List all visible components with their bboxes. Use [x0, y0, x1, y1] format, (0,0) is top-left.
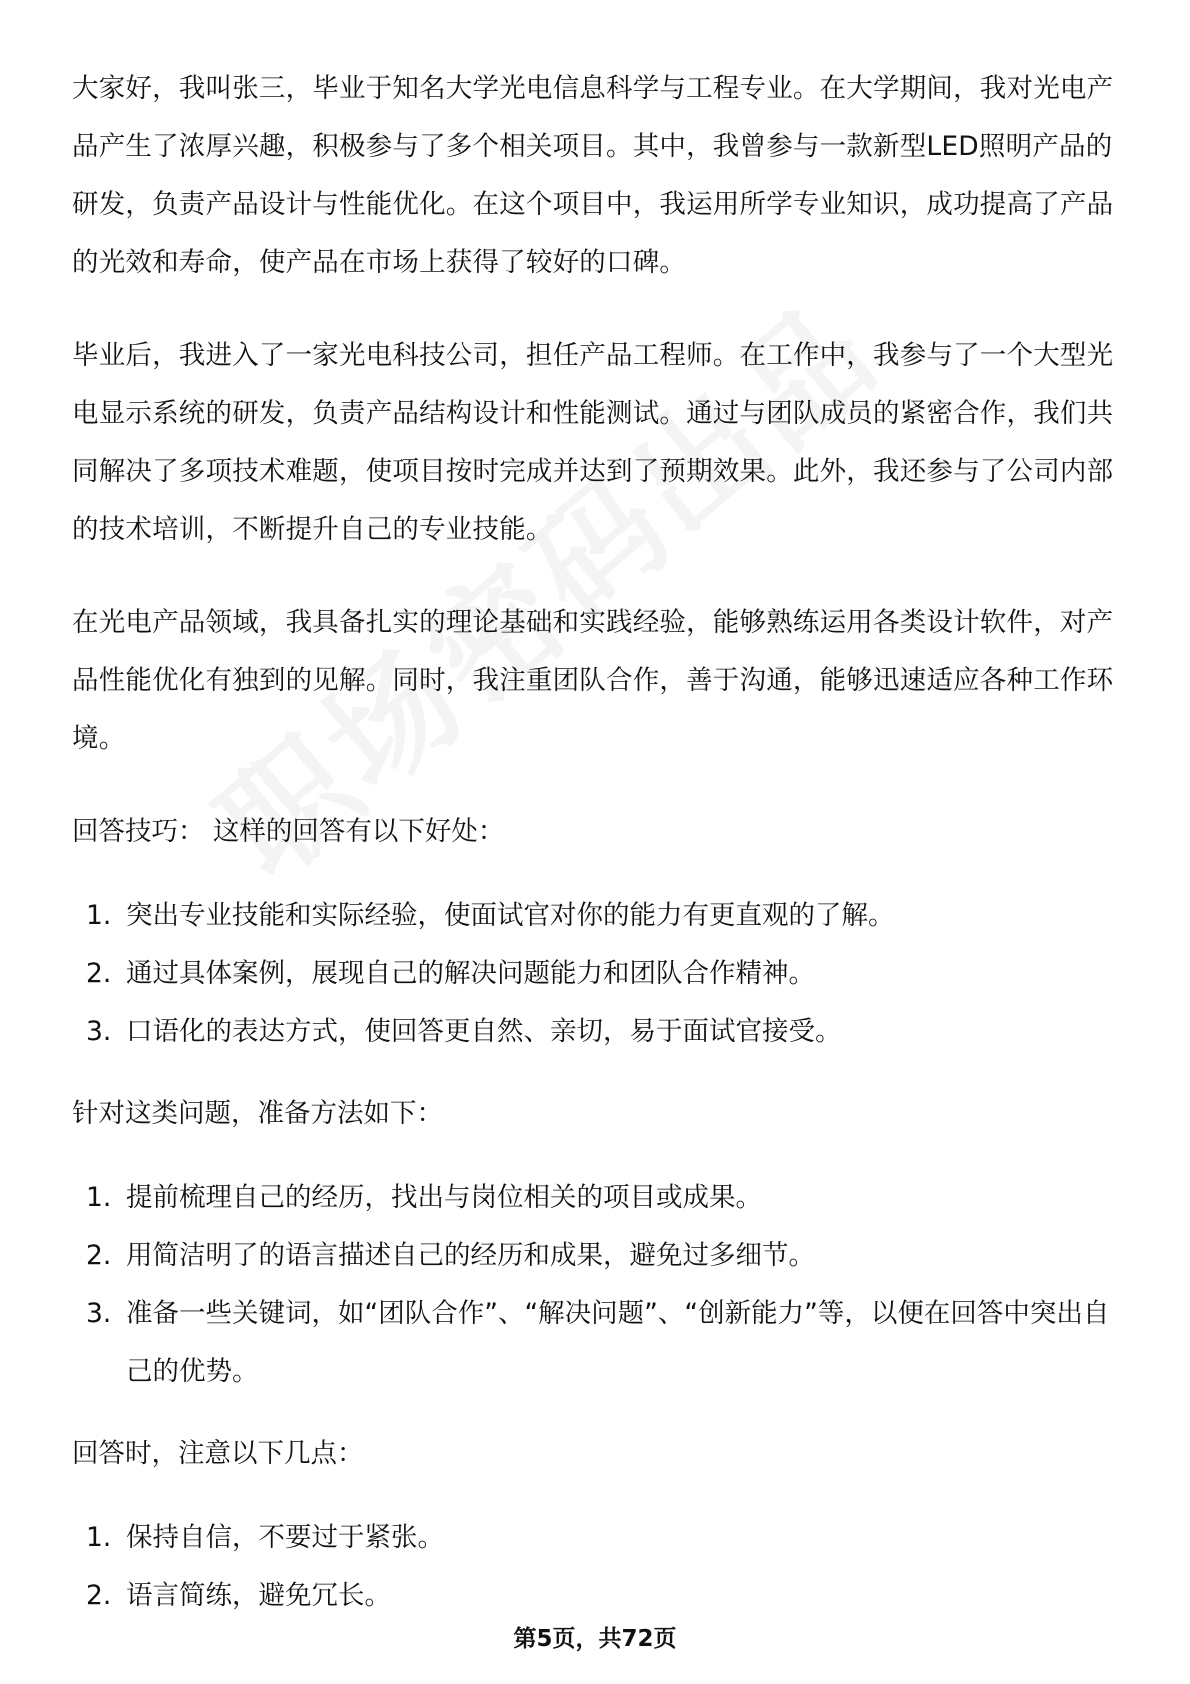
list-number: 2.	[86, 1240, 112, 1271]
intro-paragraph: 大家好，我叫张三，毕业于知名大学光电信息科学与工程专业。在大学期间，我对光电产品产生了浓厚兴趣，积极参与了多个相关项目。其中，我曾参与一款新型LED照明产品的研发，负责产品设计与性能优化。在这个项目中，我运用所学专业知识，成功提高了产品的光效和寿命，使产品在市场上获得了较好的口碑。	[72, 73, 1114, 278]
list-item-text: 口语化的表达方式，使回答更自然、亲切，易于面试官接受。	[126, 1016, 842, 1047]
list-number: 1.	[86, 1182, 112, 1213]
list-number: 1.	[86, 1522, 112, 1553]
list-number: 2.	[86, 958, 112, 989]
list-item-text: 通过具体案例，展现自己的解决问题能力和团队合作精神。	[126, 958, 815, 989]
skills-paragraph: 在光电产品领域，我具备扎实的理论基础和实践经验，能够熟练运用各类设计软件，对产品性能优化有独到的见解。同时，我注重团队合作，善于沟通，能够迅速适应各种工作环境。	[72, 607, 1114, 754]
list-item	[72, 1509, 1120, 1567]
list-item-text: 提前梳理自己的经历，找出与岗位相关的项目或成果。	[126, 1182, 762, 1213]
list-item	[72, 945, 1120, 1003]
list-number: 3.	[86, 1016, 112, 1047]
list-item	[72, 1567, 1120, 1625]
list-item-text: 准备一些关键词，如“团队合作”、“解决问题”、“创新能力”等，以便在回答中突出自己的优势。	[126, 1298, 1110, 1387]
work-paragraph: 毕业后，我进入了一家光电科技公司，担任产品工程师。在工作中，我参与了一个大型光电显示系统的研发，负责产品结构设计和性能测试。通过与团队成员的紧密合作，我们共同解决了多项技术难题，使项目按时完成并达到了预期效果。此外，我还参与了公司内部的技术培训，不断提升自己的专业技能。	[72, 340, 1114, 545]
list-number: 3.	[86, 1298, 112, 1329]
list-item-text: 保持自信，不要过于紧张。	[126, 1522, 444, 1553]
list-item-text: 语言简练，避免冗长。	[126, 1580, 391, 1611]
list-item-text: 突出专业技能和实际经验，使面试官对你的能力有更直观的了解。	[126, 900, 895, 931]
page-number: 第5页，共72页	[513, 1626, 677, 1652]
list-item-text: 用简洁明了的语言描述自己的经历和成果，避免过多细节。	[126, 1240, 815, 1271]
section-heading-notes: 回答时，注意以下几点：	[72, 1438, 364, 1469]
list-item	[72, 1285, 1120, 1401]
list-item	[72, 1227, 1120, 1285]
preparation-list	[72, 1169, 1120, 1401]
list-item	[72, 1169, 1120, 1227]
list-number: 2.	[86, 1580, 112, 1611]
tips-list	[72, 887, 1120, 1061]
list-number: 1.	[86, 900, 112, 931]
section-heading-preparation: 针对这类问题，准备方法如下：	[72, 1098, 443, 1129]
list-item	[72, 1003, 1120, 1061]
notes-list	[72, 1509, 1120, 1625]
section-heading-tips: 回答技巧： 这样的回答有以下好处：	[72, 816, 505, 847]
list-item	[72, 887, 1120, 945]
page-content	[72, 60, 1120, 1649]
